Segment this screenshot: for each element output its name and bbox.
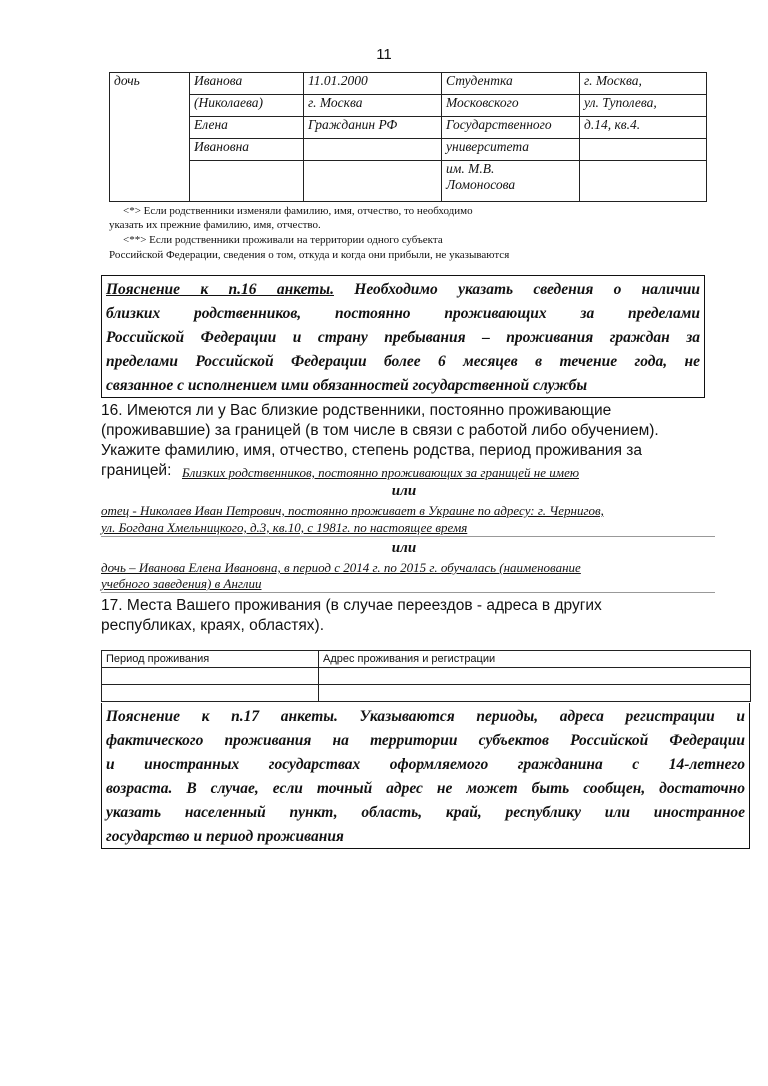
answer-16-option-2-cont: ул. Богдана Хмельницкого, д.3, кв.10, с 1981г. по настоящее время bbox=[101, 520, 468, 535]
table-cell: Ивановна bbox=[190, 139, 304, 161]
table-cell: дочь bbox=[110, 73, 190, 95]
table-cell: (Николаева) bbox=[190, 95, 304, 117]
table-row bbox=[110, 161, 707, 202]
table-cell: г. Москва bbox=[304, 95, 442, 117]
note-17-line: Пояснение к п.17 анкеты. Указываются периоды, адреса регистрации и bbox=[106, 708, 745, 725]
table-cell: Государственного bbox=[442, 117, 580, 139]
or-separator: или bbox=[391, 540, 417, 556]
table-cell: 11.01.2000 bbox=[304, 73, 442, 95]
answer-16-option-2: отец - Николаев Иван Петрович, постоянно проживает в Украине по адресу: г. Чернигов, bbox=[101, 503, 604, 518]
table-header-row bbox=[102, 651, 751, 668]
table-row bbox=[110, 117, 707, 139]
table-cell bbox=[110, 117, 190, 139]
footnote-1-cont: указать их прежние фамилию, имя, отчество. bbox=[109, 219, 321, 231]
table-cell: Иванова bbox=[190, 73, 304, 95]
footnote-1: <*> Если родственники изменяли фамилию, имя, отчество, то необходимо bbox=[123, 205, 473, 217]
column-header: Период проживания bbox=[102, 651, 319, 668]
note-16-line: связанное с исполнением ими обязанностей государственной службы bbox=[106, 377, 588, 394]
footnote-2: <**> Если родственники проживали на территории одного субъекта bbox=[123, 234, 443, 246]
note-16-line: пределами Российской Федерации более 6 месяцев в течение года, не bbox=[106, 353, 700, 370]
table-cell: университета bbox=[442, 139, 580, 161]
residence-table bbox=[101, 650, 751, 702]
answer-16-option-3: дочь – Иванова Елена Ивановна, в период с 2014 г. по 2015 г. обучалась (наименование bbox=[101, 560, 581, 575]
table-cell bbox=[110, 139, 190, 161]
table-cell bbox=[319, 668, 751, 685]
table-cell bbox=[580, 161, 707, 202]
question-16-line: (проживавшие) за границей (в том числе в связи с работой либо обучением). bbox=[101, 422, 659, 439]
note-16-line: Пояснение к п.16 анкеты. Необходимо указать сведения о наличии bbox=[106, 281, 700, 298]
answer-16-option-3-cont: учебного заведения) в Англии bbox=[101, 576, 262, 591]
table-cell bbox=[304, 161, 442, 202]
footnote-2-cont: Российской Федерации, сведения о том, откуда и когда они прибыли, не указываются bbox=[109, 249, 510, 261]
note-17-line: фактического проживания на территории субъектов Российской Федерации bbox=[106, 732, 745, 749]
table-row bbox=[102, 685, 751, 702]
question-16-line: 16. Имеются ли у Вас близкие родственники, постоянно проживающие bbox=[101, 402, 612, 419]
note-16-line: близких родственников, постоянно проживающих за пределами bbox=[106, 305, 700, 322]
underline bbox=[101, 536, 715, 537]
relatives-table bbox=[109, 72, 707, 202]
table-cell: Елена bbox=[190, 117, 304, 139]
table-cell: Студентка bbox=[442, 73, 580, 95]
table-cell: д.14, кв.4. bbox=[580, 117, 707, 139]
note-16-heading: Пояснение к п.16 анкеты. bbox=[106, 281, 334, 298]
note-17-line: и иностранных государствах оформляемого гражданина с 14-летнего bbox=[106, 756, 745, 773]
question-16-line: Укажите фамилию, имя, отчество, степень родства, период проживания за bbox=[101, 442, 643, 459]
note-17-box bbox=[101, 703, 750, 849]
table-cell: Гражданин РФ bbox=[304, 117, 442, 139]
table-cell bbox=[110, 95, 190, 117]
table-cell bbox=[102, 685, 319, 702]
table-cell: г. Москва, bbox=[580, 73, 707, 95]
underline bbox=[101, 592, 715, 593]
table-row bbox=[110, 73, 707, 95]
page-number: 11 bbox=[376, 46, 392, 63]
question-16-prefix: границей: bbox=[101, 462, 172, 479]
table-cell: Московского bbox=[442, 95, 580, 117]
note-16-box bbox=[101, 275, 705, 398]
table-cell: ул. Туполева, bbox=[580, 95, 707, 117]
question-17-line: республиках, краях, областях). bbox=[101, 617, 325, 634]
table-row bbox=[102, 668, 751, 685]
note-17-line: указать населенный пункт, область, край, республику или иностранное bbox=[106, 804, 745, 821]
column-header: Адрес проживания и регистрации bbox=[319, 651, 751, 668]
table-cell bbox=[102, 668, 319, 685]
table-row bbox=[110, 139, 707, 161]
table-cell bbox=[304, 139, 442, 161]
table-cell bbox=[110, 161, 190, 202]
answer-16-option-1: Близких родственников, постоянно проживающих за границей не имею bbox=[182, 465, 580, 480]
table-cell bbox=[580, 139, 707, 161]
note-16-line: Российской Федерации и страну пребывания – проживания граждан за bbox=[106, 329, 700, 346]
table-row bbox=[110, 95, 707, 117]
note-17-line: государство и период проживания bbox=[106, 828, 344, 845]
table-cell: им. М.В. Ломоносова bbox=[442, 161, 580, 202]
question-17-line: 17. Места Вашего проживания (в случае переездов - адреса в других bbox=[101, 597, 602, 614]
table-cell bbox=[190, 161, 304, 202]
table-cell bbox=[319, 685, 751, 702]
note-17-line: возраста. В случае, если точный адрес не может быть сообщен, достаточно bbox=[106, 780, 745, 797]
or-separator: или bbox=[391, 483, 417, 499]
